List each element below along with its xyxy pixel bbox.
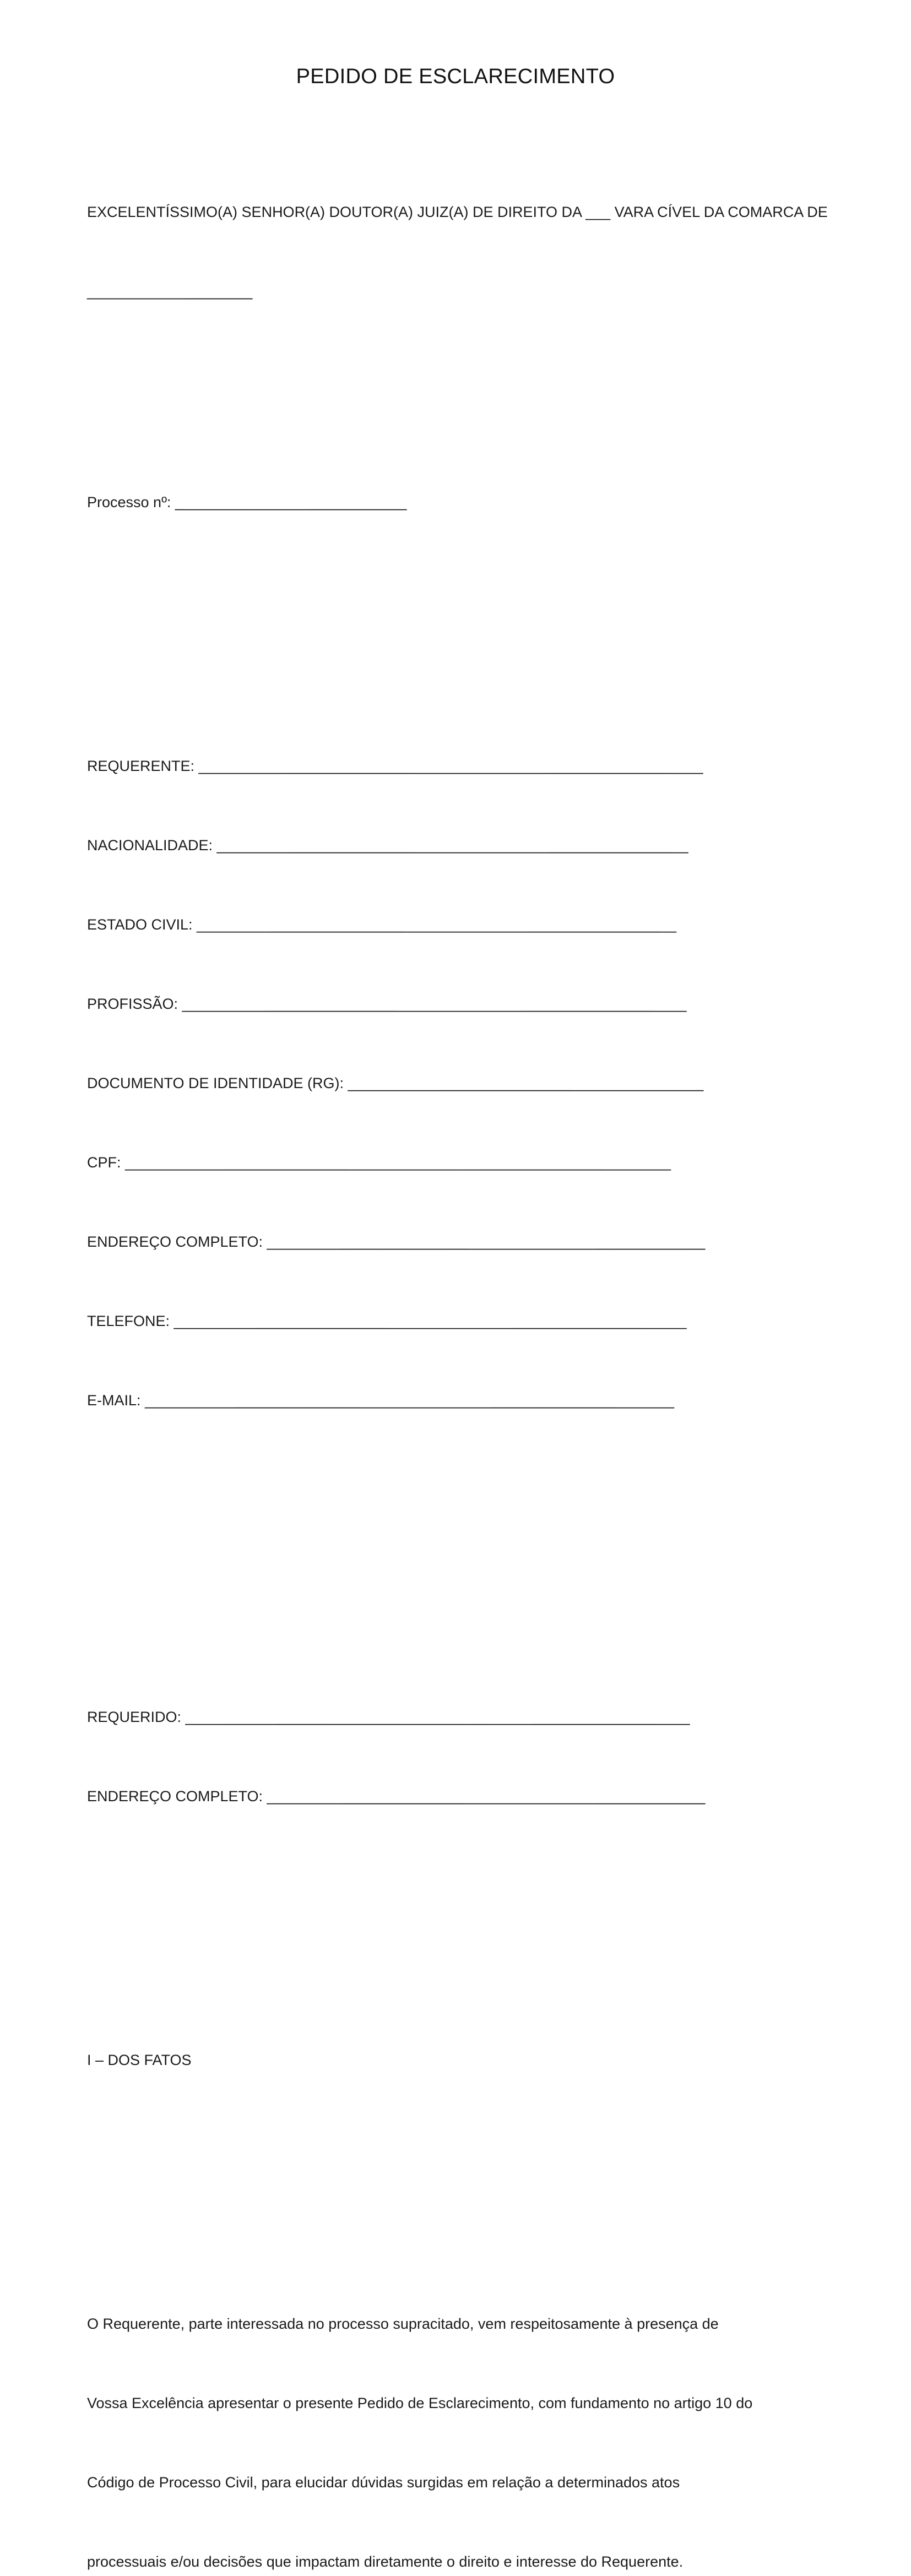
addressee-line-1: EXCELENTÍSSIMO(A) SENHOR(A) DOUTOR(A) JUIZ(A) DE DIREITO DA ___ VARA CÍVEL DA COMARCA DE: [87, 204, 828, 220]
requerente-block: [87, 700, 880, 1466]
requerente-endereco-field: ENDEREÇO COMPLETO: _____________________________________________________: [87, 1233, 706, 1250]
requerido-field: REQUERIDO: _____________________________________________________________: [87, 1709, 690, 1725]
section-fatos-paragraph: [87, 2258, 880, 2576]
rg-field: DOCUMENTO DE IDENTIDADE (RG): ___________________________________________: [87, 1075, 704, 1091]
addressee-line-2: ____________________: [87, 283, 253, 300]
paragraph-line: processuais e/ou decisões que impactam diretamente o direito e interesse do Requerente.: [87, 2553, 684, 2570]
email-field: E-MAIL: ________________________________________________________________: [87, 1392, 675, 1409]
telefone-field: TELEFONE: ______________________________________________________________: [87, 1313, 687, 1329]
document-body: [87, 119, 880, 2576]
requerente-field: REQUERENTE: _____________________________________________________________: [87, 758, 703, 774]
cpf-field: CPF: __________________________________________________________________: [87, 1154, 671, 1171]
requerido-block: [87, 1651, 880, 1862]
estado-civil-field: ESTADO CIVIL: __________________________________________________________: [87, 916, 676, 933]
paragraph-line: Vossa Excelência apresentar o presente Pedido de Esclarecimento, com fundamento no artigo 10 do: [87, 2395, 753, 2411]
process-number-field: Processo nº: ____________________________: [87, 494, 407, 510]
paragraph-line: Código de Processo Civil, para elucidar dúvidas surgidas em relação a determinados atos: [87, 2474, 680, 2491]
paragraph-line: O Requerente, parte interessada no processo supracitado, vem respeitosamente à presença de: [87, 2316, 719, 2332]
profissao-field: PROFISSÃO: _____________________________________________________________: [87, 996, 687, 1012]
nacionalidade-field: NACIONALIDADE: _________________________________________________________: [87, 837, 688, 854]
section-heading-fatos: I – DOS FATOS: [87, 2052, 192, 2068]
requerido-endereco-field: ENDEREÇO COMPLETO: _____________________________________________________: [87, 1788, 706, 1805]
document-title: PEDIDO DE ESCLARECIMENTO: [296, 65, 615, 88]
